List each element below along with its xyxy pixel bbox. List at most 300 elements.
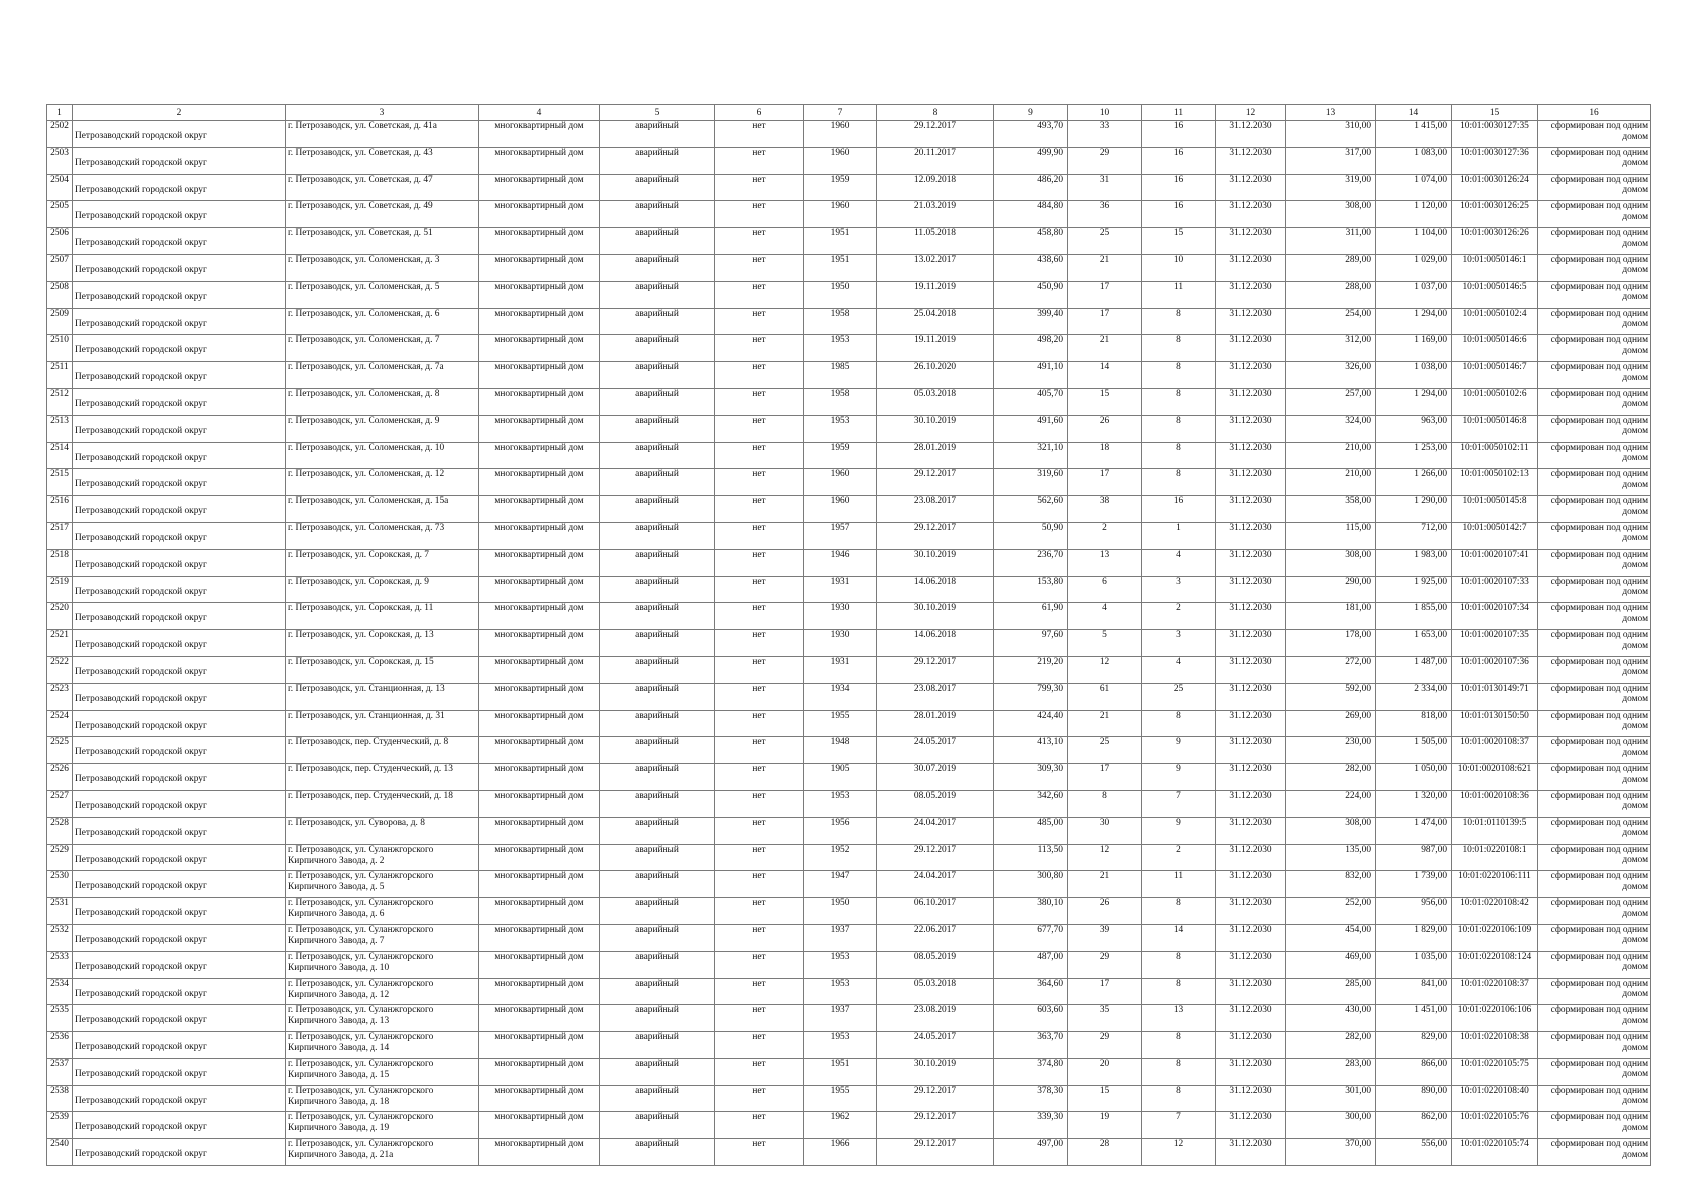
value-b-cell: 1 169,00 (1376, 335, 1452, 362)
value-a-cell: 326,00 (1286, 362, 1376, 389)
residents-count-cell: 33 (1068, 121, 1142, 148)
value-a-cell: 210,00 (1286, 442, 1376, 469)
land-plot-status-cell: сформирован под одним домом (1538, 388, 1651, 415)
land-plot-status-cell: сформирован под одним домом (1538, 737, 1651, 764)
residents-count-cell: 12 (1068, 656, 1142, 683)
recognition-date-cell: 08.05.2019 (877, 790, 994, 817)
build-year-cell: 1957 (804, 522, 877, 549)
residents-count-cell: 36 (1068, 201, 1142, 228)
building-type-cell: многоквартирный дом (479, 844, 600, 871)
condition-status-cell: аварийный (600, 1032, 715, 1059)
land-plot-status-cell: сформирован под одним домом (1538, 308, 1651, 335)
build-year-cell: 1953 (804, 335, 877, 362)
flag-cell: нет (715, 656, 804, 683)
table-row (47, 362, 1651, 389)
municipality-cell (73, 308, 286, 335)
value-a-cell: 210,00 (1286, 469, 1376, 496)
build-year-cell: 1966 (804, 1139, 877, 1166)
recognition-date-cell: 13.02.2017 (877, 254, 994, 281)
condition-status-cell: аварийный (600, 415, 715, 442)
address-cell: г. Петрозаводск, ул. Суланжгорского Кирпичного Завода, д. 2 (286, 844, 479, 871)
recognition-date-cell: 21.03.2019 (877, 201, 994, 228)
build-year-cell: 1958 (804, 308, 877, 335)
land-plot-status-cell: сформирован под одним домом (1538, 335, 1651, 362)
municipality-text: Петрозаводский городской округ (75, 157, 207, 168)
municipality-cell (73, 335, 286, 362)
value-a-cell: 592,00 (1286, 683, 1376, 710)
building-type-cell: многоквартирный дом (479, 1032, 600, 1059)
planned-date-cell: 31.12.2030 (1216, 228, 1286, 255)
flag-cell: нет (715, 1032, 804, 1059)
recognition-date-cell: 25.04.2018 (877, 308, 994, 335)
row-number-cell: 2540 (47, 1139, 73, 1166)
row-number-cell: 2529 (47, 844, 73, 871)
municipality-cell (73, 388, 286, 415)
recognition-date-cell: 30.10.2019 (877, 549, 994, 576)
residents-count-cell: 13 (1068, 549, 1142, 576)
residents-count-cell: 17 (1068, 308, 1142, 335)
table-row (47, 951, 1651, 978)
area-cell: 499,90 (994, 147, 1068, 174)
units-count-cell: 11 (1142, 871, 1216, 898)
flag-cell: нет (715, 951, 804, 978)
value-a-cell: 283,00 (1286, 1058, 1376, 1085)
residents-count-cell: 21 (1068, 254, 1142, 281)
value-b-cell: 1 083,00 (1376, 147, 1452, 174)
planned-date-cell: 31.12.2030 (1216, 362, 1286, 389)
municipality-text: Петрозаводский городской округ (75, 1042, 207, 1053)
value-b-cell: 1 983,00 (1376, 549, 1452, 576)
condition-status-cell: аварийный (600, 174, 715, 201)
land-plot-status-cell: сформирован под одним домом (1538, 790, 1651, 817)
recognition-date-cell: 14.06.2018 (877, 576, 994, 603)
units-count-cell: 14 (1142, 924, 1216, 951)
condition-status-cell: аварийный (600, 603, 715, 630)
value-a-cell: 257,00 (1286, 388, 1376, 415)
building-type-cell: многоквартирный дом (479, 549, 600, 576)
municipality-cell (73, 978, 286, 1005)
flag-cell: нет (715, 228, 804, 255)
building-type-cell: многоквартирный дом (479, 174, 600, 201)
units-count-cell: 3 (1142, 630, 1216, 657)
value-b-cell: 1 038,00 (1376, 362, 1452, 389)
row-number-cell: 2516 (47, 496, 73, 523)
units-count-cell: 16 (1142, 496, 1216, 523)
value-a-cell: 135,00 (1286, 844, 1376, 871)
land-plot-status-cell: сформирован под одним домом (1538, 656, 1651, 683)
row-number-cell: 2522 (47, 656, 73, 683)
table-row (47, 924, 1651, 951)
area-cell: 236,70 (994, 549, 1068, 576)
municipality-text: Петрозаводский городской округ (75, 479, 207, 490)
table-row (47, 254, 1651, 281)
residents-count-cell: 30 (1068, 817, 1142, 844)
recognition-date-cell: 05.03.2018 (877, 388, 994, 415)
build-year-cell: 1962 (804, 1112, 877, 1139)
value-a-cell: 178,00 (1286, 630, 1376, 657)
residents-count-cell: 19 (1068, 1112, 1142, 1139)
flag-cell: нет (715, 147, 804, 174)
planned-date-cell: 31.12.2030 (1216, 1112, 1286, 1139)
cadastral-number-cell: 10:01:0050102:6 (1452, 388, 1538, 415)
municipality-cell (73, 656, 286, 683)
column-header: 3 (286, 105, 479, 121)
cadastral-number-cell: 10:01:0050102:4 (1452, 308, 1538, 335)
land-plot-status-cell: сформирован под одним домом (1538, 710, 1651, 737)
cadastral-number-cell: 10:01:0220105:76 (1452, 1112, 1538, 1139)
value-b-cell: 1 474,00 (1376, 817, 1452, 844)
municipality-cell (73, 228, 286, 255)
value-b-cell: 2 334,00 (1376, 683, 1452, 710)
planned-date-cell: 31.12.2030 (1216, 415, 1286, 442)
municipality-cell (73, 442, 286, 469)
table-row (47, 630, 1651, 657)
flag-cell: нет (715, 1112, 804, 1139)
recognition-date-cell: 24.05.2017 (877, 737, 994, 764)
flag-cell: нет (715, 496, 804, 523)
units-count-cell: 2 (1142, 844, 1216, 871)
condition-status-cell: аварийный (600, 817, 715, 844)
row-number-cell: 2521 (47, 630, 73, 657)
municipality-text: Петрозаводский городской округ (75, 264, 207, 275)
table-row (47, 576, 1651, 603)
row-number-cell: 2527 (47, 790, 73, 817)
building-type-cell: многоквартирный дом (479, 898, 600, 925)
municipality-cell (73, 1139, 286, 1166)
build-year-cell: 1947 (804, 871, 877, 898)
area-cell: 458,80 (994, 228, 1068, 255)
value-a-cell: 269,00 (1286, 710, 1376, 737)
municipality-text: Петрозаводский городской округ (75, 131, 207, 141)
table-row (47, 469, 1651, 496)
flag-cell: нет (715, 201, 804, 228)
area-cell: 364,60 (994, 978, 1068, 1005)
residents-count-cell: 15 (1068, 388, 1142, 415)
municipality-text: Петрозаводский городской округ (75, 854, 207, 865)
municipality-cell (73, 576, 286, 603)
planned-date-cell: 31.12.2030 (1216, 469, 1286, 496)
residents-count-cell: 17 (1068, 281, 1142, 308)
area-cell: 484,80 (994, 201, 1068, 228)
cadastral-number-cell: 10:01:0050146:7 (1452, 362, 1538, 389)
column-header: 10 (1068, 105, 1142, 121)
units-count-cell: 9 (1142, 737, 1216, 764)
units-count-cell: 8 (1142, 710, 1216, 737)
units-count-cell: 8 (1142, 415, 1216, 442)
column-header: 13 (1286, 105, 1376, 121)
recognition-date-cell: 29.12.2017 (877, 656, 994, 683)
cadastral-number-cell: 10:01:0050102:13 (1452, 469, 1538, 496)
address-cell: г. Петрозаводск, ул. Соломенская, д. 6 (286, 308, 479, 335)
land-plot-status-cell: сформирован под одним домом (1538, 603, 1651, 630)
row-number-cell: 2514 (47, 442, 73, 469)
recognition-date-cell: 29.12.2017 (877, 121, 994, 148)
address-cell: г. Петрозаводск, ул. Суланжгорского Кирпичного Завода, д. 13 (286, 1005, 479, 1032)
building-type-cell: многоквартирный дом (479, 496, 600, 523)
address-cell: г. Петрозаводск, ул. Соломенская, д. 73 (286, 522, 479, 549)
address-cell: г. Петрозаводск, ул. Советская, д. 51 (286, 228, 479, 255)
table-row (47, 871, 1651, 898)
flag-cell: нет (715, 469, 804, 496)
condition-status-cell: аварийный (600, 924, 715, 951)
planned-date-cell: 31.12.2030 (1216, 496, 1286, 523)
build-year-cell: 1937 (804, 924, 877, 951)
municipality-text: Петрозаводский городской округ (75, 774, 207, 785)
planned-date-cell: 31.12.2030 (1216, 603, 1286, 630)
column-header: 7 (804, 105, 877, 121)
municipality-text: Петрозаводский городской округ (75, 238, 207, 249)
housing-register-table (46, 104, 1651, 1166)
area-cell: 363,70 (994, 1032, 1068, 1059)
residents-count-cell: 26 (1068, 415, 1142, 442)
recognition-date-cell: 24.05.2017 (877, 1032, 994, 1059)
planned-date-cell: 31.12.2030 (1216, 442, 1286, 469)
value-b-cell: 1 104,00 (1376, 228, 1452, 255)
condition-status-cell: аварийный (600, 442, 715, 469)
address-cell: г. Петрозаводск, ул. Сорокская, д. 11 (286, 603, 479, 630)
column-header: 12 (1216, 105, 1286, 121)
row-number-cell: 2512 (47, 388, 73, 415)
flag-cell: нет (715, 1058, 804, 1085)
table-row (47, 201, 1651, 228)
value-a-cell: 285,00 (1286, 978, 1376, 1005)
municipality-cell (73, 496, 286, 523)
cadastral-number-cell: 10:01:0220106:106 (1452, 1005, 1538, 1032)
building-type-cell: многоквартирный дом (479, 1112, 600, 1139)
units-count-cell: 8 (1142, 1032, 1216, 1059)
build-year-cell: 1959 (804, 442, 877, 469)
flag-cell: нет (715, 790, 804, 817)
municipality-cell (73, 764, 286, 791)
value-a-cell: 324,00 (1286, 415, 1376, 442)
value-a-cell: 308,00 (1286, 549, 1376, 576)
row-number-cell: 2515 (47, 469, 73, 496)
value-b-cell: 712,00 (1376, 522, 1452, 549)
table-row (47, 683, 1651, 710)
column-header: 14 (1376, 105, 1452, 121)
residents-count-cell: 39 (1068, 924, 1142, 951)
build-year-cell: 1960 (804, 147, 877, 174)
area-cell: 153,80 (994, 576, 1068, 603)
units-count-cell: 10 (1142, 254, 1216, 281)
building-type-cell: многоквартирный дом (479, 630, 600, 657)
units-count-cell: 3 (1142, 576, 1216, 603)
value-a-cell: 430,00 (1286, 1005, 1376, 1032)
municipality-text: Петрозаводский городской округ (75, 1122, 207, 1133)
row-number-cell: 2502 (47, 121, 73, 148)
address-cell: г. Петрозаводск, ул. Соломенская, д. 10 (286, 442, 479, 469)
municipality-cell (73, 630, 286, 657)
condition-status-cell: аварийный (600, 951, 715, 978)
address-cell: г. Петрозаводск, ул. Станционная, д. 31 (286, 710, 479, 737)
build-year-cell: 1953 (804, 951, 877, 978)
address-cell: г. Петрозаводск, ул. Соломенская, д. 7 (286, 335, 479, 362)
condition-status-cell: аварийный (600, 898, 715, 925)
flag-cell: нет (715, 710, 804, 737)
municipality-text: Петрозаводский городской округ (75, 291, 207, 302)
land-plot-status-cell: сформирован под одним домом (1538, 1032, 1651, 1059)
area-cell: 677,70 (994, 924, 1068, 951)
address-cell: г. Петрозаводск, ул. Сорокская, д. 9 (286, 576, 479, 603)
cadastral-number-cell: 10:01:0050146:5 (1452, 281, 1538, 308)
value-b-cell: 841,00 (1376, 978, 1452, 1005)
address-cell: г. Петрозаводск, ул. Станционная, д. 13 (286, 683, 479, 710)
building-type-cell: многоквартирный дом (479, 254, 600, 281)
address-cell: г. Петрозаводск, ул. Суланжгорского Кирпичного Завода, д. 5 (286, 871, 479, 898)
cadastral-number-cell: 10:01:0020108:36 (1452, 790, 1538, 817)
land-plot-status-cell: сформирован под одним домом (1538, 281, 1651, 308)
flag-cell: нет (715, 817, 804, 844)
recognition-date-cell: 19.11.2019 (877, 281, 994, 308)
area-cell: 486,20 (994, 174, 1068, 201)
area-cell: 487,00 (994, 951, 1068, 978)
residents-count-cell: 4 (1068, 603, 1142, 630)
units-count-cell: 8 (1142, 951, 1216, 978)
build-year-cell: 1930 (804, 603, 877, 630)
land-plot-status-cell: сформирован под одним домом (1538, 228, 1651, 255)
value-b-cell: 1 294,00 (1376, 388, 1452, 415)
value-a-cell: 370,00 (1286, 1139, 1376, 1166)
planned-date-cell: 31.12.2030 (1216, 871, 1286, 898)
municipality-cell (73, 790, 286, 817)
land-plot-status-cell: сформирован под одним домом (1538, 951, 1651, 978)
cadastral-number-cell: 10:01:0020108:37 (1452, 737, 1538, 764)
flag-cell: нет (715, 737, 804, 764)
build-year-cell: 1948 (804, 737, 877, 764)
condition-status-cell: аварийный (600, 1058, 715, 1085)
building-type-cell: многоквартирный дом (479, 710, 600, 737)
area-cell: 562,60 (994, 496, 1068, 523)
row-number-cell: 2533 (47, 951, 73, 978)
residents-count-cell: 14 (1068, 362, 1142, 389)
land-plot-status-cell: сформирован под одним домом (1538, 415, 1651, 442)
table-row (47, 1112, 1651, 1139)
building-type-cell: многоквартирный дом (479, 1005, 600, 1032)
build-year-cell: 1958 (804, 388, 877, 415)
flag-cell: нет (715, 362, 804, 389)
land-plot-status-cell: сформирован под одним домом (1538, 683, 1651, 710)
area-cell: 491,60 (994, 415, 1068, 442)
row-number-cell: 2509 (47, 308, 73, 335)
land-plot-status-cell: сформирован под одним домом (1538, 496, 1651, 523)
flag-cell: нет (715, 576, 804, 603)
residents-count-cell: 29 (1068, 1032, 1142, 1059)
value-a-cell: 832,00 (1286, 871, 1376, 898)
address-cell: г. Петрозаводск, ул. Соломенская, д. 5 (286, 281, 479, 308)
build-year-cell: 1951 (804, 254, 877, 281)
value-b-cell: 1 505,00 (1376, 737, 1452, 764)
condition-status-cell: аварийный (600, 978, 715, 1005)
row-number-cell: 2506 (47, 228, 73, 255)
municipality-cell (73, 1112, 286, 1139)
area-cell: 309,30 (994, 764, 1068, 791)
planned-date-cell: 31.12.2030 (1216, 576, 1286, 603)
address-cell: г. Петрозаводск, ул. Сорокская, д. 7 (286, 549, 479, 576)
land-plot-status-cell: сформирован под одним домом (1538, 576, 1651, 603)
value-b-cell: 1 487,00 (1376, 656, 1452, 683)
flag-cell: нет (715, 630, 804, 657)
municipality-text: Петрозаводский городской округ (75, 961, 207, 972)
building-type-cell: многоквартирный дом (479, 656, 600, 683)
residents-count-cell: 21 (1068, 335, 1142, 362)
row-number-cell: 2531 (47, 898, 73, 925)
recognition-date-cell: 14.06.2018 (877, 630, 994, 657)
value-b-cell: 987,00 (1376, 844, 1452, 871)
table-row (47, 978, 1651, 1005)
units-count-cell: 16 (1142, 121, 1216, 148)
land-plot-status-cell: сформирован под одним домом (1538, 630, 1651, 657)
residents-count-cell: 15 (1068, 1085, 1142, 1112)
address-cell: г. Петрозаводск, ул. Соломенская, д. 3 (286, 254, 479, 281)
municipality-text: Петрозаводский городской округ (75, 908, 207, 919)
residents-count-cell: 38 (1068, 496, 1142, 523)
address-cell: г. Петрозаводск, ул. Суланжгорского Кирпичного Завода, д. 12 (286, 978, 479, 1005)
building-type-cell: многоквартирный дом (479, 790, 600, 817)
recognition-date-cell: 05.03.2018 (877, 978, 994, 1005)
value-a-cell: 282,00 (1286, 764, 1376, 791)
address-cell: г. Петрозаводск, ул. Суланжгорского Кирпичного Завода, д. 21а (286, 1139, 479, 1166)
cadastral-number-cell: 10:01:0020107:33 (1452, 576, 1538, 603)
units-count-cell: 7 (1142, 790, 1216, 817)
units-count-cell: 8 (1142, 362, 1216, 389)
table-row (47, 1139, 1651, 1166)
units-count-cell: 2 (1142, 603, 1216, 630)
municipality-text: Петрозаводский городской округ (75, 532, 207, 543)
area-cell: 491,10 (994, 362, 1068, 389)
units-count-cell: 11 (1142, 281, 1216, 308)
table-row (47, 308, 1651, 335)
address-cell: г. Петрозаводск, ул. Соломенская, д. 7а (286, 362, 479, 389)
build-year-cell: 1960 (804, 496, 877, 523)
value-b-cell: 1 739,00 (1376, 871, 1452, 898)
value-b-cell: 1 050,00 (1376, 764, 1452, 791)
land-plot-status-cell: сформирован под одним домом (1538, 978, 1651, 1005)
land-plot-status-cell: сформирован под одним домом (1538, 1005, 1651, 1032)
address-cell: г. Петрозаводск, ул. Сорокская, д. 15 (286, 656, 479, 683)
recognition-date-cell: 29.12.2017 (877, 469, 994, 496)
address-cell: г. Петрозаводск, ул. Соломенская, д. 15а (286, 496, 479, 523)
table-row (47, 228, 1651, 255)
area-cell: 405,70 (994, 388, 1068, 415)
value-b-cell: 818,00 (1376, 710, 1452, 737)
build-year-cell: 1955 (804, 710, 877, 737)
table-row (47, 281, 1651, 308)
area-cell: 321,10 (994, 442, 1068, 469)
build-year-cell: 1905 (804, 764, 877, 791)
recognition-date-cell: 29.12.2017 (877, 522, 994, 549)
building-type-cell: многоквартирный дом (479, 603, 600, 630)
building-type-cell: многоквартирный дом (479, 201, 600, 228)
table-row (47, 844, 1651, 871)
flag-cell: нет (715, 871, 804, 898)
value-b-cell: 556,00 (1376, 1139, 1452, 1166)
land-plot-status-cell: сформирован под одним домом (1538, 469, 1651, 496)
address-cell: г. Петрозаводск, ул. Сорокская, д. 13 (286, 630, 479, 657)
value-b-cell: 1 120,00 (1376, 201, 1452, 228)
building-type-cell: многоквартирный дом (479, 1139, 600, 1166)
value-a-cell: 288,00 (1286, 281, 1376, 308)
value-b-cell: 1 653,00 (1376, 630, 1452, 657)
value-a-cell: 181,00 (1286, 603, 1376, 630)
building-type-cell: многоквартирный дом (479, 817, 600, 844)
building-type-cell: многоквартирный дом (479, 1058, 600, 1085)
condition-status-cell: аварийный (600, 656, 715, 683)
condition-status-cell: аварийный (600, 335, 715, 362)
planned-date-cell: 31.12.2030 (1216, 121, 1286, 148)
residents-count-cell: 21 (1068, 871, 1142, 898)
row-number-cell: 2513 (47, 415, 73, 442)
municipality-text: Петрозаводский городской округ (75, 184, 207, 195)
